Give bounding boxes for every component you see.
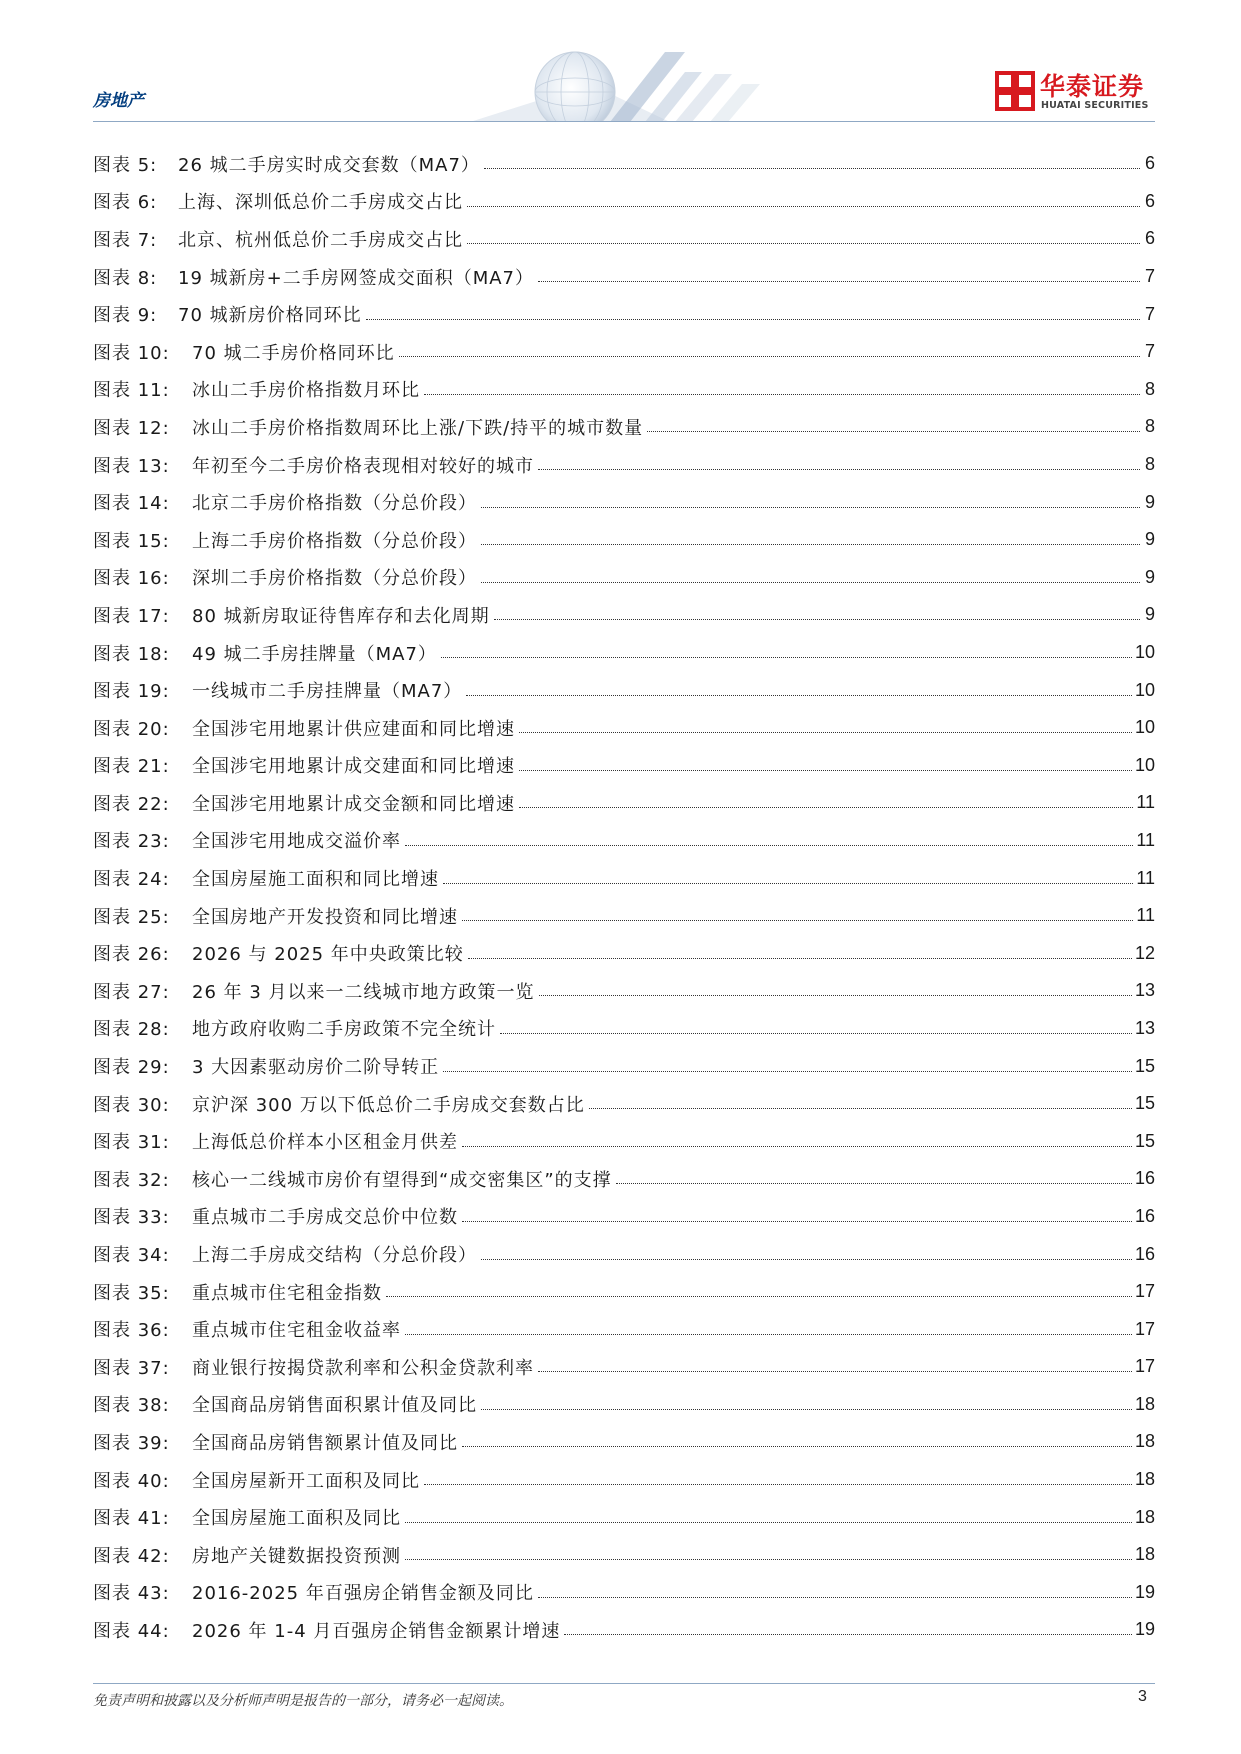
toc-dot-leader <box>481 1259 1132 1260</box>
toc-entry-page: 7 <box>1144 341 1155 362</box>
page-header <box>0 0 1241 122</box>
toc-entry-title: 核心一二线城市房价有望得到“成交密集区”的支撑 <box>192 1169 612 1191</box>
toc-entry[interactable] <box>93 371 1155 409</box>
toc-entry-label: 图表 35: <box>93 1282 170 1304</box>
toc-entry-title: 3 大因素驱动房价二阶导转正 <box>192 1057 440 1079</box>
toc-entry-label: 图表 34: <box>93 1245 170 1267</box>
toc-entry-page: 12 <box>1134 942 1155 963</box>
toc-entry[interactable] <box>93 671 1155 709</box>
toc-entry-page: 15 <box>1134 1055 1155 1076</box>
toc-entry-page: 11 <box>1136 905 1155 926</box>
toc-dot-leader <box>538 469 1140 470</box>
toc-entry[interactable] <box>93 1273 1155 1311</box>
toc-entry-title: 70 城新房价格同环比 <box>178 305 362 327</box>
toc-entry-title: 上海二手房成交结构（分总价段） <box>192 1245 477 1267</box>
toc-entry-title: 26 年 3 月以来一二线城市地方政策一览 <box>192 981 535 1003</box>
toc-entry-label: 图表 31: <box>93 1132 170 1154</box>
toc-entry-label: 图表 19: <box>93 681 170 703</box>
toc-entry-label: 图表 10: <box>93 342 170 364</box>
toc-entry-page: 16 <box>1134 1168 1155 1189</box>
toc-entry-title: 26 城二手房实时成交套数（MA7） <box>178 154 480 176</box>
toc-entry-title: 冰山二手房价格指数月环比 <box>192 380 420 402</box>
toc-entry-title: 全国涉宅用地累计成交建面和同比增速 <box>192 756 515 778</box>
toc-entry-page: 10 <box>1134 642 1155 663</box>
toc-dot-leader <box>405 1559 1132 1560</box>
toc-entry[interactable] <box>93 1423 1155 1461</box>
toc-entry-page: 17 <box>1134 1281 1155 1302</box>
toc-entry-page: 19 <box>1134 1581 1155 1602</box>
toc-dot-leader <box>462 1446 1132 1447</box>
toc-entry[interactable] <box>93 145 1155 183</box>
toc-entry-label: 图表 33: <box>93 1207 170 1229</box>
toc-entry-label: 图表 41: <box>93 1508 170 1530</box>
toc-entry-title: 全国房屋施工面积及同比 <box>192 1508 401 1530</box>
toc-entry[interactable] <box>93 709 1155 747</box>
toc-entry[interactable] <box>93 408 1155 446</box>
toc-entry-title: 全国涉宅用地累计成交金额和同比增速 <box>192 793 515 815</box>
toc-entry-label: 图表 24: <box>93 869 170 891</box>
toc-dot-leader <box>405 1334 1132 1335</box>
toc-entry-title: 70 城二手房价格同环比 <box>192 342 395 364</box>
toc-entry-label: 图表 21: <box>93 756 170 778</box>
toc-entry-label: 图表 12: <box>93 417 170 439</box>
toc-entry-label: 图表 25: <box>93 906 170 928</box>
toc-entry-page: 15 <box>1134 1130 1155 1151</box>
toc-entry-title: 重点城市住宅租金收益率 <box>192 1320 401 1342</box>
toc-entry-label: 图表 16: <box>93 568 170 590</box>
toc-entry-page: 18 <box>1134 1431 1155 1452</box>
toc-dot-leader <box>467 206 1140 207</box>
toc-entry-title: 上海低总价样本小区租金月供差 <box>192 1132 458 1154</box>
toc-entry-label: 图表 17: <box>93 605 170 627</box>
toc-entry-page: 8 <box>1144 416 1155 437</box>
toc-dot-leader <box>538 281 1140 282</box>
toc-entry-label: 图表 15: <box>93 530 170 552</box>
toc-entry-label: 图表 14: <box>93 493 170 515</box>
toc-dot-leader <box>519 732 1132 733</box>
toc-entry-page: 11 <box>1136 829 1155 850</box>
toc-dot-leader <box>462 1146 1132 1147</box>
toc-entry-label: 图表 44: <box>93 1620 170 1642</box>
toc-entry-title: 北京、杭州低总价二手房成交占比 <box>178 229 463 251</box>
toc-entry-title: 全国房屋施工面积和同比增速 <box>192 869 439 891</box>
toc-entry-label: 图表 7: <box>93 229 158 251</box>
toc-dot-leader <box>500 1033 1132 1034</box>
toc-entry-page: 6 <box>1144 153 1155 174</box>
toc-entry[interactable] <box>93 258 1155 296</box>
toc-entry-label: 图表 18: <box>93 643 170 665</box>
toc-entry[interactable] <box>93 1047 1155 1085</box>
toc-entry-label: 图表 29: <box>93 1057 170 1079</box>
huatai-logo-icon <box>995 71 1035 111</box>
toc-entry-label: 图表 20: <box>93 718 170 740</box>
toc-entry[interactable] <box>93 183 1155 221</box>
toc-entry-title: 年初至今二手房价格表现相对较好的城市 <box>192 455 534 477</box>
toc-entry-title: 冰山二手房价格指数周环比上涨/下跌/持平的城市数量 <box>192 417 644 439</box>
toc-entry[interactable] <box>93 1310 1155 1348</box>
toc-entry-page: 11 <box>1136 867 1155 888</box>
toc-entry-page: 19 <box>1134 1619 1155 1640</box>
toc-entry-title: 全国商品房销售额累计值及同比 <box>192 1432 458 1454</box>
toc-entry-page: 18 <box>1134 1469 1155 1490</box>
brand-name-cn: 华泰证券 <box>1040 72 1145 101</box>
toc-entry-label: 图表 28: <box>93 1019 170 1041</box>
toc-entry-title: 地方政府收购二手房政策不完全统计 <box>192 1019 496 1041</box>
toc-entry-label: 图表 5: <box>93 154 158 176</box>
toc-entry-title: 全国商品房销售面积累计值及同比 <box>192 1395 477 1417</box>
toc-entry-page: 15 <box>1134 1093 1155 1114</box>
toc-entry[interactable] <box>93 1536 1155 1574</box>
toc-entry-label: 图表 9: <box>93 305 158 327</box>
toc-entry[interactable] <box>93 483 1155 521</box>
huatai-logo <box>995 71 1155 115</box>
toc-dot-leader <box>519 807 1133 808</box>
toc-entry[interactable] <box>93 295 1155 333</box>
toc-entry[interactable] <box>93 634 1155 672</box>
toc-entry-title: 重点城市住宅租金指数 <box>192 1282 382 1304</box>
toc-entry-page: 6 <box>1144 190 1155 211</box>
toc-entry-title: 19 城新房+二手房网签成交面积（MA7） <box>178 267 535 289</box>
toc-entry[interactable] <box>93 1386 1155 1424</box>
toc-entry[interactable] <box>93 1160 1155 1198</box>
toc-dot-leader <box>467 243 1140 244</box>
toc-entry[interactable] <box>93 521 1155 559</box>
toc-entry-title: 全国房地产开发投资和同比增速 <box>192 906 458 928</box>
toc-dot-leader <box>538 1597 1132 1598</box>
toc-dot-leader <box>405 845 1133 846</box>
toc-entry-label: 图表 37: <box>93 1357 170 1379</box>
toc-dot-leader <box>386 1296 1132 1297</box>
toc-entry-title: 上海二手房价格指数（分总价段） <box>192 530 477 552</box>
toc-entry-title: 2026 与 2025 年中央政策比较 <box>192 944 464 966</box>
toc-entry-page: 9 <box>1144 529 1155 550</box>
toc-dot-leader <box>589 1108 1132 1109</box>
toc-dot-leader <box>443 883 1133 884</box>
toc-entry-page: 9 <box>1144 566 1155 587</box>
toc-entry-title: 深圳二手房价格指数（分总价段） <box>192 568 477 590</box>
toc-entry-page: 13 <box>1134 980 1155 1001</box>
toc-entry-label: 图表 39: <box>93 1432 170 1454</box>
toc-dot-leader <box>424 1484 1132 1485</box>
toc-entry-title: 49 城二手房挂牌量（MA7） <box>192 643 437 665</box>
toc-entry-title: 重点城市二手房成交总价中位数 <box>192 1207 458 1229</box>
toc-entry-page: 17 <box>1134 1318 1155 1339</box>
footer-divider <box>93 1683 1155 1684</box>
toc-entry-title: 房地产关键数据投资预测 <box>192 1545 401 1567</box>
toc-entry-page: 18 <box>1134 1393 1155 1414</box>
toc-entry-page: 8 <box>1144 378 1155 399</box>
toc-entry-page: 13 <box>1134 1017 1155 1038</box>
toc-entry[interactable] <box>93 220 1155 258</box>
toc-dot-leader <box>441 657 1132 658</box>
toc-entry-title: 上海、深圳低总价二手房成交占比 <box>178 192 463 214</box>
footer-disclaimer: 免责声明和披露以及分析师声明是报告的一部分，请务必一起阅读。 <box>93 1693 513 1709</box>
toc-dot-leader <box>519 770 1132 771</box>
toc-entry-page: 6 <box>1144 228 1155 249</box>
toc-entry-label: 图表 26: <box>93 944 170 966</box>
toc-entry-label: 图表 30: <box>93 1094 170 1116</box>
toc-entry-title: 北京二手房价格指数（分总价段） <box>192 493 477 515</box>
toc-entry-page: 18 <box>1134 1544 1155 1565</box>
toc-dot-leader <box>481 544 1140 545</box>
toc-entry-title: 一线城市二手房挂牌量（MA7） <box>192 681 463 703</box>
toc-entry-label: 图表 43: <box>93 1583 170 1605</box>
toc-dot-leader <box>399 356 1140 357</box>
toc-entry-label: 图表 22: <box>93 793 170 815</box>
toc-dot-leader <box>405 1522 1132 1523</box>
brand-name-en: HUATAI SECURITIES <box>1041 100 1149 111</box>
toc-entry-title: 京沪深 300 万以下低总价二手房成交套数占比 <box>192 1094 585 1116</box>
toc-dot-leader <box>481 582 1140 583</box>
toc-entry[interactable] <box>93 1611 1155 1649</box>
toc-entry-page: 9 <box>1144 604 1155 625</box>
toc-entry[interactable] <box>93 934 1155 972</box>
toc-entry-page: 10 <box>1134 754 1155 775</box>
toc-dot-leader <box>462 920 1133 921</box>
toc-dot-leader <box>484 168 1140 169</box>
toc-entry[interactable] <box>93 1574 1155 1612</box>
toc-entry[interactable] <box>93 784 1155 822</box>
toc-entry-page: 18 <box>1134 1506 1155 1527</box>
toc-entry[interactable] <box>93 1461 1155 1499</box>
toc-entry-title: 全国涉宅用地累计供应建面和同比增速 <box>192 718 515 740</box>
toc-entry-page: 9 <box>1144 491 1155 512</box>
header-divider <box>93 121 1155 122</box>
toc-entry[interactable] <box>93 1348 1155 1386</box>
toc-entry[interactable] <box>93 972 1155 1010</box>
toc-entry-label: 图表 27: <box>93 981 170 1003</box>
toc-entry-title: 2026 年 1-4 月百强房企销售金额累计增速 <box>192 1620 561 1642</box>
toc-dot-leader <box>538 1371 1132 1372</box>
toc-entry-page: 7 <box>1144 303 1155 324</box>
toc-entry[interactable] <box>93 446 1155 484</box>
toc-entry[interactable] <box>93 897 1155 935</box>
toc-dot-leader <box>481 1409 1132 1410</box>
toc-dot-leader <box>424 394 1140 395</box>
toc-dot-leader <box>616 1183 1132 1184</box>
toc-entry-page: 8 <box>1144 454 1155 475</box>
toc-entry-page: 17 <box>1134 1356 1155 1377</box>
toc-entry-page: 10 <box>1134 717 1155 738</box>
toc-entry[interactable] <box>93 859 1155 897</box>
toc-entry[interactable] <box>93 1085 1155 1123</box>
toc-entry[interactable] <box>93 1235 1155 1273</box>
toc-entry[interactable] <box>93 333 1155 371</box>
toc-entry[interactable] <box>93 1198 1155 1236</box>
globe-decoration-icon <box>470 44 830 122</box>
toc-entry-label: 图表 23: <box>93 831 170 853</box>
toc-dot-leader <box>466 695 1132 696</box>
toc-dot-leader <box>462 1221 1132 1222</box>
toc-entry-label: 图表 6: <box>93 192 158 214</box>
toc-dot-leader <box>647 431 1140 432</box>
toc-entry-title: 全国房屋新开工面积及同比 <box>192 1470 420 1492</box>
toc-entry-label: 图表 13: <box>93 455 170 477</box>
toc-entry-label: 图表 11: <box>93 380 170 402</box>
toc-entry-title: 全国涉宅用地成交溢价率 <box>192 831 401 853</box>
toc-entry[interactable] <box>93 1010 1155 1048</box>
toc-dot-leader <box>468 958 1132 959</box>
toc-entry-title: 80 城新房取证待售库存和去化周期 <box>192 605 490 627</box>
toc-entry-label: 图表 40: <box>93 1470 170 1492</box>
toc-entry-label: 图表 8: <box>93 267 158 289</box>
toc-entry[interactable] <box>93 1122 1155 1160</box>
table-of-figures <box>93 145 1155 1649</box>
toc-entry-label: 图表 36: <box>93 1320 170 1342</box>
sector-label: 房地产 <box>93 91 144 111</box>
toc-entry-page: 11 <box>1136 792 1155 813</box>
toc-dot-leader <box>443 1071 1132 1072</box>
toc-entry[interactable] <box>93 822 1155 860</box>
toc-entry-label: 图表 32: <box>93 1169 170 1191</box>
toc-entry-label: 图表 38: <box>93 1395 170 1417</box>
toc-entry-title: 2016-2025 年百强房企销售金额及同比 <box>192 1583 534 1605</box>
page-number: 3 <box>1138 1688 1147 1705</box>
toc-entry-title: 商业银行按揭贷款利率和公积金贷款利率 <box>192 1357 534 1379</box>
toc-dot-leader <box>481 507 1140 508</box>
toc-entry[interactable] <box>93 559 1155 597</box>
toc-entry[interactable] <box>93 596 1155 634</box>
toc-entry-page: 16 <box>1134 1205 1155 1226</box>
toc-entry[interactable] <box>93 747 1155 785</box>
toc-entry[interactable] <box>93 1498 1155 1536</box>
toc-dot-leader <box>494 619 1140 620</box>
toc-dot-leader <box>366 319 1140 320</box>
toc-dot-leader <box>539 995 1132 996</box>
toc-entry-page: 16 <box>1134 1243 1155 1264</box>
toc-dot-leader <box>564 1634 1132 1635</box>
toc-entry-label: 图表 42: <box>93 1545 170 1567</box>
toc-entry-page: 10 <box>1134 679 1155 700</box>
toc-entry-page: 7 <box>1144 266 1155 287</box>
